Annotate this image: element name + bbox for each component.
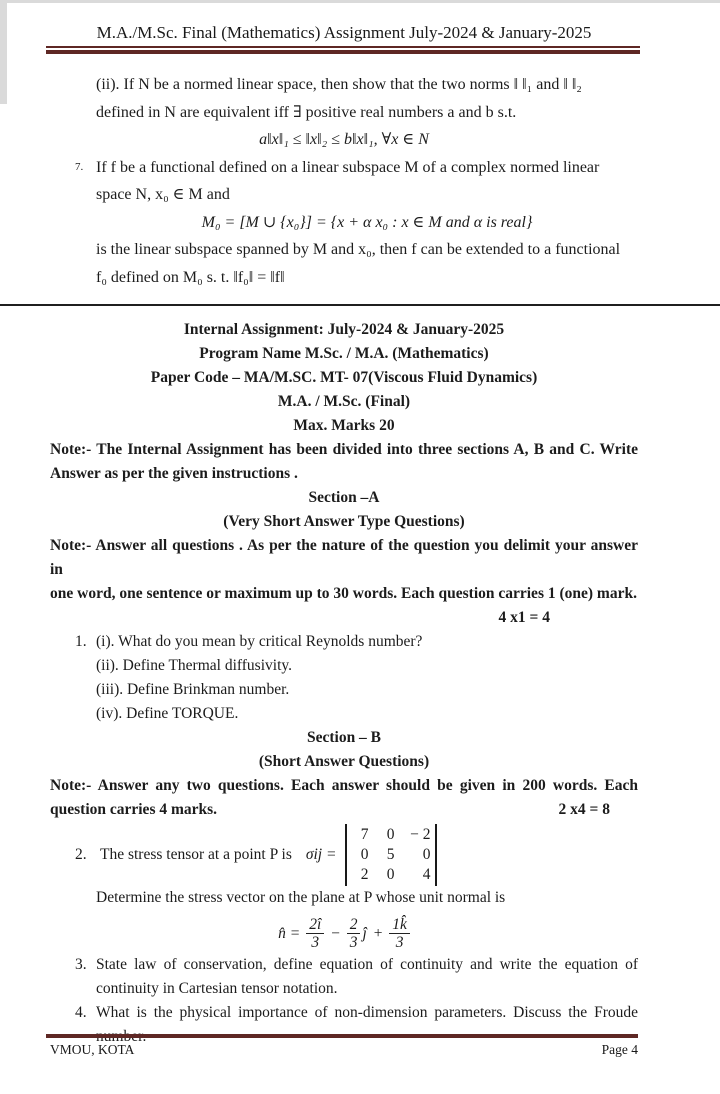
- q1-part-iii: (iii). Define Brinkman number.: [96, 681, 290, 698]
- q6-part-ii-formula: a‖x‖₁ ≤ ‖x‖₂ ≤ b‖x‖₁, ∀x ∈ N: [259, 131, 429, 148]
- assignment-heading-4: M.A. / M.Sc. (Final): [277, 393, 411, 410]
- assignment-heading-5: Max. Marks 20: [293, 417, 395, 434]
- eq-f3-den: 3: [395, 934, 404, 951]
- q3-line2: continuity in Cartesian tensor notation.: [96, 980, 338, 997]
- stress-tensor-matrix: [345, 824, 437, 886]
- q7-line1: If f be a functional defined on a linear subspace M of a complex normed linear: [96, 158, 600, 176]
- assignment-heading-1: Internal Assignment: July-2024 & January-2025: [183, 321, 505, 338]
- eq-f2-num: 2: [347, 916, 361, 934]
- question-1-row: [50, 630, 638, 726]
- assignment-heading-3: Paper Code – MA/M.SC. MT- 07(Viscous Fluid Dynamics): [150, 369, 538, 386]
- matrix-cell: 4: [422, 866, 431, 883]
- eq-j-hat: ĵ: [362, 924, 367, 942]
- eq-f1-den: 3: [311, 934, 320, 951]
- carryover-questions-block: [50, 71, 638, 291]
- matrix-cell: 0: [386, 826, 395, 843]
- q2-sigma-symbol: σij =: [305, 846, 337, 863]
- assignment-heading-2: Program Name M.Sc. / M.A. (Mathematics): [199, 345, 489, 362]
- matrix-cell: 2: [360, 866, 369, 883]
- q6-part-ii-line1: (ii). If N be a normed linear space, then show that the two norms ‖ ‖₁ and ‖ ‖₂: [96, 76, 582, 93]
- eq-f1-num: 2î: [306, 916, 324, 934]
- q4-line2: number.: [96, 1028, 147, 1045]
- matrix-values: [347, 824, 435, 886]
- assignment-block: [50, 318, 638, 1049]
- question-7-text: [96, 154, 638, 292]
- eq-fraction-1: [306, 916, 324, 951]
- section-b-note-line2: question carries 4 marks.: [50, 801, 218, 818]
- viewport-edge-left: [0, 0, 7, 104]
- matrix-cell: 5: [386, 846, 395, 863]
- eq-plus-operator: +: [372, 924, 384, 942]
- matrix-cell: 7: [360, 826, 369, 843]
- question-3-text: [96, 953, 638, 1001]
- question-7-row: [50, 154, 638, 292]
- footer-rule: [46, 1034, 638, 1038]
- eq-fraction-3: [389, 916, 410, 951]
- q2-intro: The stress tensor at a point P is: [100, 846, 292, 863]
- header-rule: [46, 46, 640, 54]
- section-b-subtitle: (Short Answer Questions): [258, 753, 430, 770]
- section-b-marks: 2 x4 = 8: [558, 801, 610, 818]
- matrix-cell: 0: [386, 866, 395, 883]
- question-1-text: [96, 630, 638, 726]
- q7-formula: M₀ = [M ∪ {x₀}] = {x + α x₀ : x ∈ M and α is real}: [201, 213, 533, 231]
- question-4-number: 4.: [75, 1004, 87, 1021]
- section-b-note-line1: Note:- Answer any two questions. Each answer should be given in 200 words. Each: [50, 777, 638, 794]
- matrix-cell: − 2: [410, 826, 431, 843]
- eq-lhs: n̂ =: [278, 924, 301, 942]
- question-3-row: [50, 953, 638, 1001]
- unit-normal-equation: [50, 916, 638, 951]
- eq-minus-operator: −: [330, 924, 341, 942]
- matrix-cell: 0: [422, 846, 431, 863]
- eq-fraction-2: [347, 916, 361, 951]
- matrix-right-bar: [435, 824, 437, 886]
- section-divider: [0, 304, 720, 306]
- general-note-line1: Note:- The Internal Assignment has been divided into three sections A, B and C. Write: [50, 441, 638, 458]
- question-2-number: 2.: [75, 846, 87, 863]
- q1-part-iv: (iv). Define TORQUE.: [96, 705, 239, 722]
- section-a-marks: 4 x1 = 4: [498, 609, 550, 626]
- question-3-number: 3.: [75, 956, 87, 973]
- q2-line2: Determine the stress vector on the plane at P whose unit normal is: [96, 889, 506, 906]
- page-header-title: M.A./M.Sc. Final (Mathematics) Assignment July-2024 & January-2025: [96, 23, 592, 42]
- q6-part-ii-line2: defined in N are equivalent iff ∃ positive real numbers a and b s.t.: [96, 103, 517, 121]
- section-a-note-line2: one word, one sentence or maximum up to 30 words. Each question carries 1 (one) mark.: [50, 585, 637, 602]
- footer-page-number: Page 4: [601, 1042, 638, 1057]
- page-content: [50, 0, 638, 1049]
- footer: [50, 1042, 638, 1058]
- section-a-note-line1: Note:- Answer all questions . As per the nature of the question you delimit your answer in: [50, 537, 638, 578]
- section-a-title: Section –A: [308, 489, 380, 506]
- section-b-note: [50, 774, 638, 822]
- question-7-number: 7.: [75, 160, 84, 173]
- q4-line1: What is the physical importance of non-dimension parameters. Discuss the Froude: [96, 1004, 638, 1021]
- question-1-number: 1.: [75, 633, 87, 650]
- general-note-line2: Answer as per the given instructions .: [50, 465, 298, 482]
- q7-line3: is the linear subspace spanned by M and x₀, then f can be extended to a functional: [96, 241, 621, 258]
- q1-part-i: (i). What do you mean by critical Reynolds number?: [96, 633, 423, 650]
- q7-line2: space N, x₀ ∈ M and: [96, 186, 230, 203]
- footer-institution: VMOU, KOTA: [50, 1042, 135, 1057]
- q7-line4: f₀ defined on M₀ s. t. ‖f₀‖ = ‖f‖: [96, 268, 285, 286]
- eq-f3-num: 1k̂: [389, 916, 410, 934]
- section-a-subtitle: (Very Short Answer Type Questions): [223, 513, 465, 530]
- q1-part-ii: (ii). Define Thermal diffusivity.: [96, 657, 292, 674]
- matrix-cell: 0: [360, 846, 369, 863]
- section-b-title: Section – B: [306, 729, 382, 746]
- q3-line1: State law of conservation, define equation of continuity and write the equation of: [96, 956, 638, 973]
- question-2-row: [50, 824, 638, 886]
- eq-f2-den: 3: [349, 934, 358, 951]
